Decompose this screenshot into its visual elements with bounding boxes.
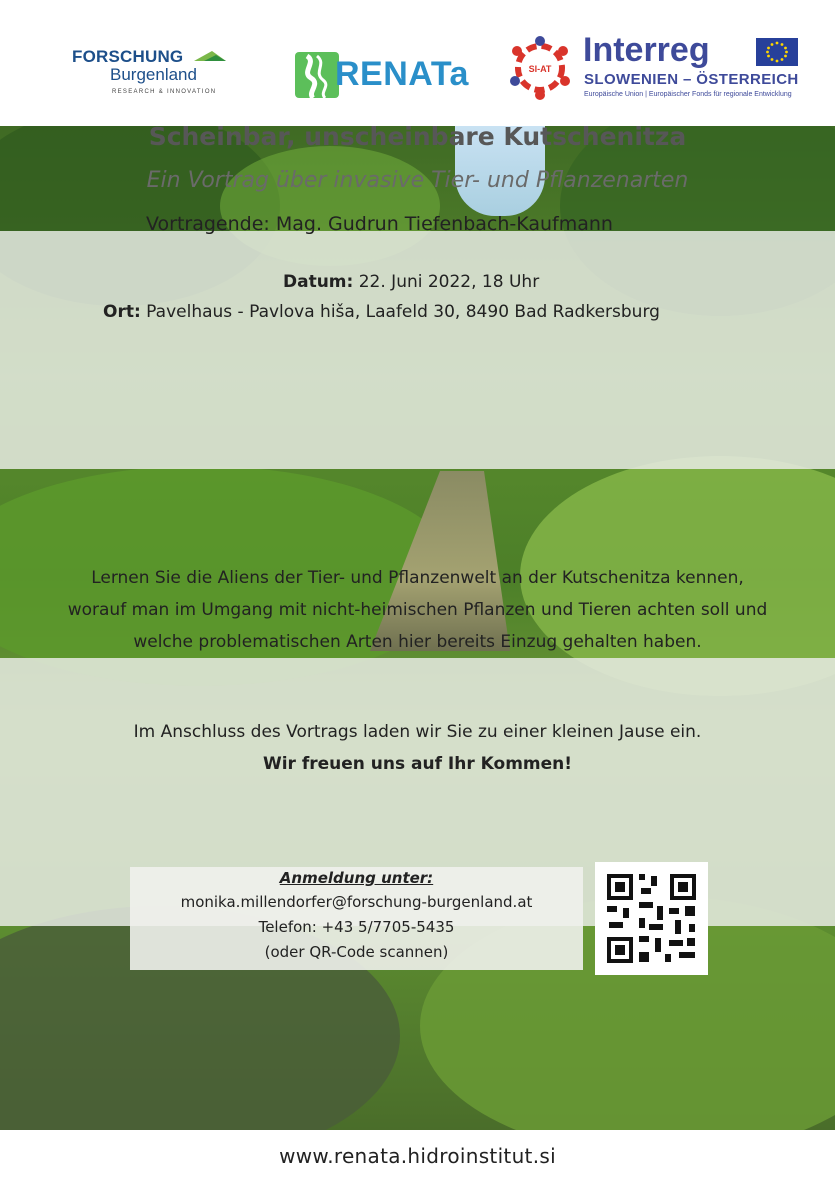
si-at-people-icon — [505, 35, 575, 101]
footer-website-link[interactable]: www.renata.hidroinstitut.si — [279, 1144, 556, 1168]
event-info-panel — [0, 231, 835, 469]
registration-heading: Anmeldung unter: — [279, 869, 434, 887]
forschung-swoosh-icon — [194, 49, 226, 63]
contact-box — [130, 867, 583, 970]
renata-logo-text: RENATa — [335, 55, 469, 93]
si-at-badge-text: SI-AT — [528, 64, 552, 74]
place-value: Pavelhaus - Pavlova hiša, Laafeld 30, 8490 Bad Radkersburg — [146, 302, 660, 322]
contact-phone: Telefon: +43 5/7705-5435 — [258, 918, 455, 936]
invite-text: Im Anschluss des Vortrags laden wir Sie zu einer kleinen Jause ein. — [133, 722, 702, 742]
qr-note: (oder QR-Code scannen) — [264, 943, 449, 961]
renata-logo — [295, 50, 469, 100]
renata-wave-icon — [295, 52, 339, 98]
forschung-logo-subtitle: Burgenland — [110, 65, 197, 84]
date-value: 22. Juni 2022, 18 Uhr — [358, 272, 540, 292]
event-speaker: Vortragende: Mag. Gudrun Tiefenbach-Kaufmann — [146, 213, 613, 235]
place-label: Ort: — [103, 302, 141, 322]
event-title: Scheinbar, unscheinbare Kutschenitza — [148, 122, 687, 151]
forschung-logo-title: FORSCHUNG — [72, 47, 184, 66]
invite-block — [0, 716, 835, 780]
qr-code-icon[interactable] — [595, 862, 708, 975]
interreg-small-text: Europäische Union | Europäischer Fonds für regionale Entwicklung — [584, 91, 792, 98]
event-place — [103, 302, 660, 322]
event-subtitle: Ein Vortrag über invasive Tier- und Pflanzenarten — [146, 168, 689, 193]
contact-email-link[interactable]: monika.millendorfer@forschung-burgenland.at — [180, 893, 533, 911]
forschung-burgenland-logo — [72, 47, 232, 103]
description-paragraph: Lernen Sie die Aliens der Tier- und Pflanzenwelt an der Kutschenitza kennen, worauf man im Umgang mit nicht-heimischen Pflanzen und Tieren achten soll und welche problematischen Arten hier bereits Einzug gehalten haben. — [67, 568, 768, 652]
closing-text: Wir freuen uns auf Ihr Kommen! — [262, 754, 573, 774]
date-label: Datum: — [283, 272, 354, 292]
interreg-logo — [505, 31, 805, 107]
interreg-subtitle: SLOWENIEN – ÖSTERREICH — [584, 71, 799, 88]
interreg-title: Interreg — [583, 31, 710, 69]
forschung-logo-tagline: RESEARCH & INNOVATION — [112, 89, 217, 95]
event-date — [283, 272, 539, 292]
header — [0, 0, 835, 126]
eu-flag-icon — [756, 38, 798, 66]
